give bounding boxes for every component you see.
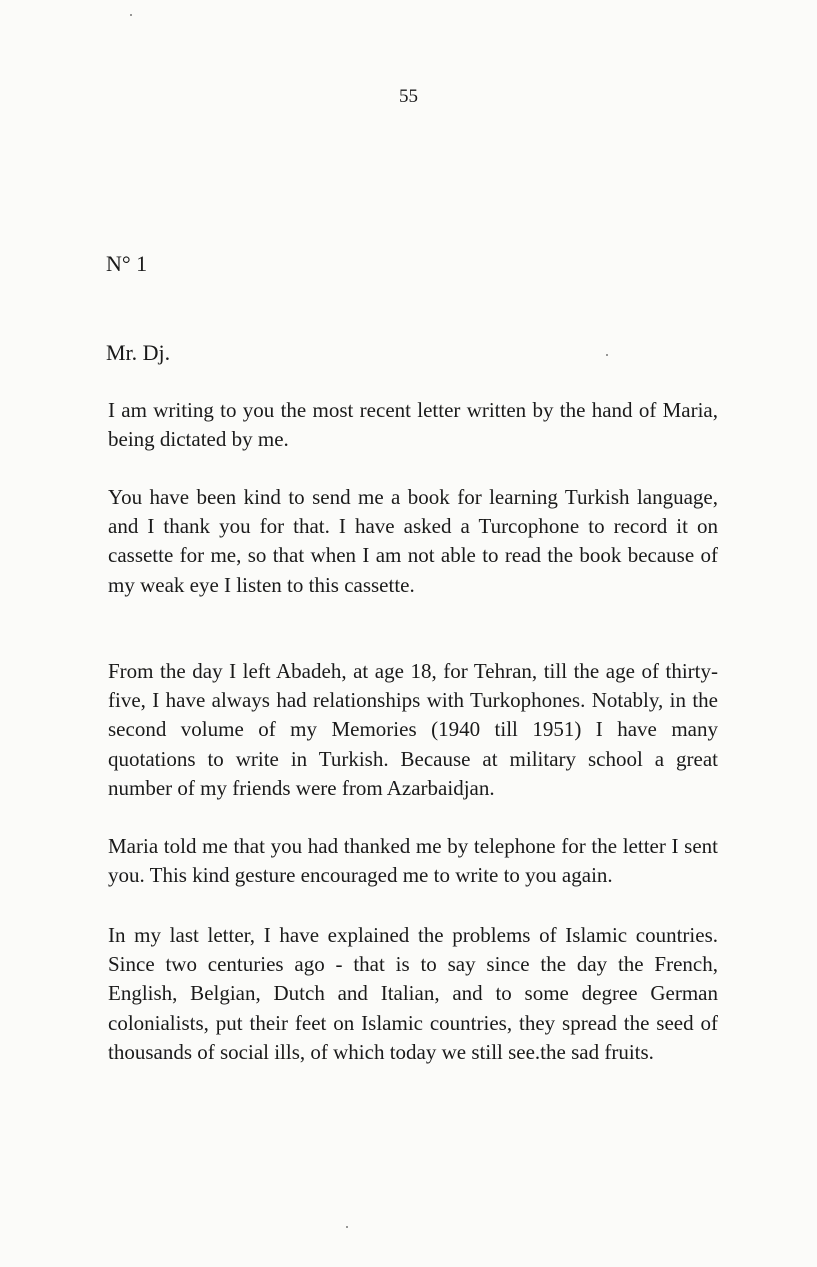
salutation: Mr. Dj. [106, 340, 171, 365]
scan-speck [130, 14, 132, 16]
paragraph-2: You have been kind to send me a book for learning Turkish language, and I thank you for that. I have asked a Turcophone to record it on cassette for me, so that when I am not able to read the book because of my weak eye I listen to this cassette. [108, 485, 718, 597]
letter-number: N° 1 [106, 251, 148, 276]
paragraph-1: I am writing to you the most recent letter written by the hand of Maria, being dictated by me. [108, 398, 718, 452]
scan-speck [346, 1226, 348, 1228]
page-number: 55 [399, 86, 418, 107]
paragraph-5: In my last letter, I have explained the problems of Islamic countries. Since two centuries ago - that is to say since the day the French, English, Belgian, Dutch and Italian, and to some degree German colonialists, put their feet on Islamic countries, they spread the seed of thousands of social ills, of which today we still see.the sad fruits. [108, 923, 718, 1064]
scan-speck [606, 354, 608, 356]
paragraph-4: Maria told me that you had thanked me by telephone for the letter I sent you. This kind gesture encouraged me to write to you again. [108, 834, 718, 888]
paragraph-3: From the day I left Abadeh, at age 18, for Tehran, till the age of thirty-five, I have always had relationships with Turkophones. Notably, in the second volume of my Memories (1940 till 1951) I have many quotations to write in Turkish. Because at military school a great number of my friends were from Azarbaidjan. [108, 659, 718, 800]
